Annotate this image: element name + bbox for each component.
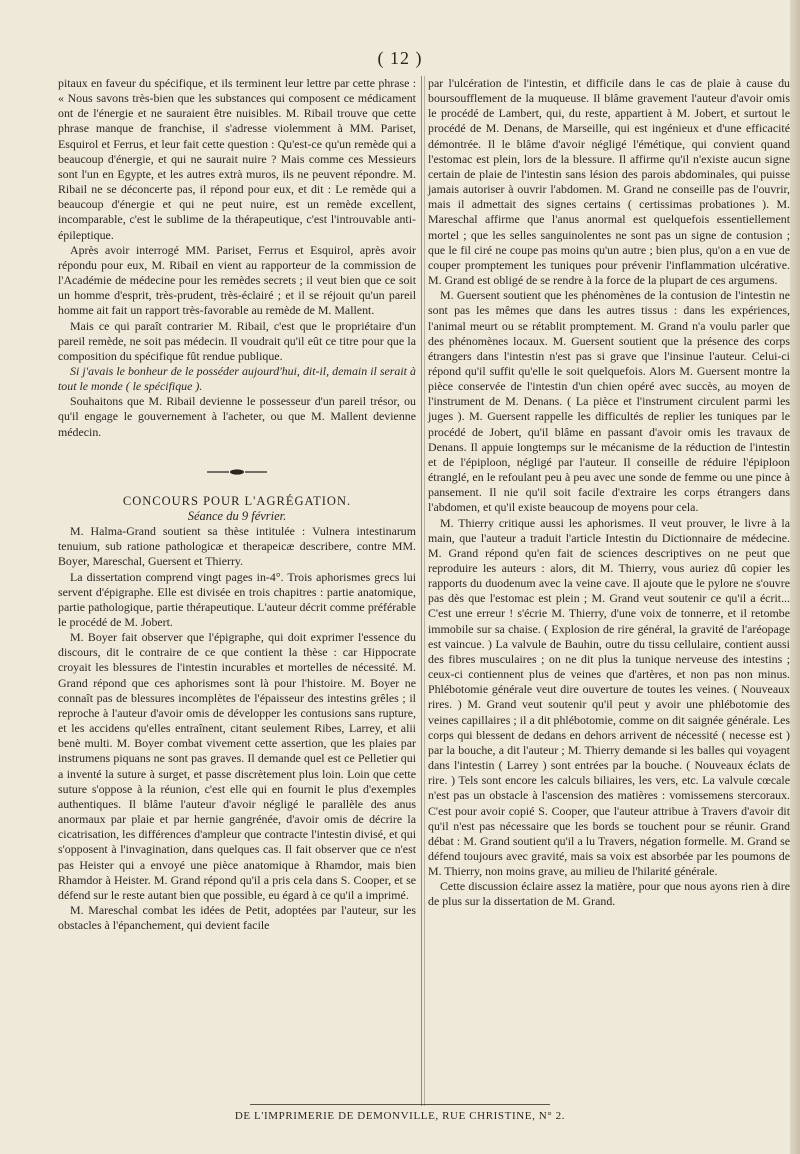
ornament-divider [207, 468, 267, 476]
left-paragraph-5: Souhaitons que M. Ribail devienne le possesseur d'un pareil trésor, ou qu'il engage le gouvernement à l'acheter, ou que M. Mallent devienne médecin. [58, 394, 416, 439]
column-divider [421, 76, 422, 1106]
section-title: CONCOURS POUR L'AGRÉGATION. [122, 493, 352, 508]
section-paragraph-3: M. Boyer fait observer que l'épigraphe, qui doit exprimer l'essence du discours, dit le contraire de ce que contient la thèse : car Hippocrate croyait les blessures de l'intestin incurables et mortelles de nécessité. M. Grand répond que ces aphorismes sont là pour l'histoire. M. Boyer ne connaît pas de blessures incomplètes de l'épaisseur des intestins grêles ; il reproche à l'auteur d'avoir omis de développer les contusions sans rupture, et les accidens qu'elles entraînent, citant seulement Ribes, Larrey, et alii benè multi. M. Boyer combat vivement cette assertion, que les plaies par instrumens piquans ne sont pas graves. Il demande quel est ce Pelletier qui a inventé la suture à surget, et passe discrètement plus loin. Loin que cette suture s'oppose à la réunion, c'est elle qui en fournit le plus d'exemples authentiques. Il blâme l'auteur d'avoir négligé le parallèle des anus anormaux par plaie et par hernie gangrénée, d'avoir omis de décrire la cicatrisation, les différences d'ampleur que contracte l'intestin divisé, et qui s'opposent à l'invagination, dans quelques cas. Il fait observer que ce n'est pas Heister qui a envoyé une pièce anatomique à Rhamdor, mais bien Rhamdor à Heister. M. Grand répond qu'il a pris cela dans S. Cooper, et se défend sur le reste autant bien que possible, eu égard à ce qu'il a imprimé. [58, 630, 416, 902]
footer-rule [250, 1104, 550, 1105]
page-number: ( 12 ) [377, 48, 423, 68]
left-paragraph-4: Si j'avais le bonheur de le posséder aujourd'hui, dit-il, demain il serait à tout le monde ( le spécifique ). [58, 363, 416, 394]
left-paragraph-1: pitaux en faveur du spécifique, et ils terminent leur lettre par cette phrase : « Nous savons très-bien que les substances qui composent ce médicament ont de l'énergie et ne sauraient être nuisibles. M. Ribail trouve que cette phrase manque de franchise, il s'adresse violemment à MM. Pariset, Esquirol et Ferrus, et leur fait cette question : Qu'est-ce qu'un remède qui a beaucoup d'énergie, et qui ne saurait nuire ? Mais comme ces Messieurs sont l'un en Egypte, et les autres extrà muros, ils ne peuvent répondre. M. Ribail ne se déconcerte pas, il répond pour eux, et dit : Le remède qui a beaucoup d'énergie et qui ne peut nuire, est un remède excellent, incomparable, c'est le sublime de la thérapeutique, c'est l'introuvable anti-épileptique. [58, 76, 416, 242]
page-edge [790, 0, 800, 1154]
section-paragraph-2: La dissertation comprend vingt pages in-4°. Trois aphorismes grecs lui servent d'épigraphe. Elle est divisée en trois chapitres : partie anatomique, partie pathologique, partie thérapeutique. L'auteur décrit comme préférable le procédé de M. Jobert. [58, 569, 416, 629]
left-column [58, 76, 416, 933]
right-column [428, 76, 790, 910]
section-paragraph-1: M. Halma-Grand soutient sa thèse intitulée : Vulnera intestinarum tenuium, sub ratione pathologicæ et therapeicæ describere, contre MM. Boyer, Mareschal, Guersent et Thierry. [58, 524, 416, 569]
left-paragraph-2: Après avoir interrogé MM. Pariset, Ferrus et Esquirol, après avoir répondu pour eux, M. Ribail en vient au rapporteur de la commission de l'Académie de médecine pour les remèdes secrets ; il veut bien que ce soit un homme d'esprit, très-prudent, très-éclairé ; et il se réjouit qu'un pareil homme ait fait un rapport très-favorable au remède de M. Mallent. [58, 242, 416, 318]
section-paragraph-4: M. Mareschal combat les idées de Petit, adoptées par l'auteur, sur les obstacles à l'épanchement, qui devient facile [58, 902, 416, 933]
right-paragraph-3: M. Thierry critique aussi les aphorismes. Il veut prouver, le livre à la main, que l'auteur a traduit l'article Intestin du Dictionnaire de médecine. M. Grand répond qu'en fait de sciences descriptives on ne peut que reproduire les auteurs : alors, dit M. Thierry, vous auriez dû copier les rapports du duodenum avec la veine cave. Il ajoute que le pylore ne s'ouvre pas dès que l'estomac est plein ; M. Grand veut soutenir ce qu'il a écrit... C'est une erreur ! s'écrie M. Thierry, d'une voix de tonnerre, et il retombe immobile sur sa chaise. ( Explosion de rire général, la gravité de l'aréopage est vaincue. ) La valvule de Bauhin, outre du tissu cellulaire, contient aussi des fibres musculaires ; on ne dit plus la tunique nerveuse des intestins ; ceux-ci contiennent plus de veines que d'artères, et non pas non minus. Phlébotomie générale veut dire ouverture de toutes les veines. ( Nouveaux rires. ) M. Grand veut soutenir qu'il peut y avoir une phlébotomie des veines capillaires ; il a dit phlébotomie, comme on dit saignée générale. Les corps qui blessent de dedans en dehors arrivent de nécessité ( necesse est ) par la bouche, a dit l'auteur ; M. Thierry demande si les balles qui voyagent dans l'intestin ( Larrey ) sont entrées par la bouche. ( Nouveaux éclats de rire. ) Tels sont encore les calculs biliaires, les vers, etc. La valvule cœcale n'est pas un obstacle à l'ascension des matières : vomissemens stercoraux. C'est pour avoir copié S. Cooper, que l'auteur attribue à Travers d'avoir dit qu'il n'est pas nécessaire que les bords se touchent pour se réunir. Grand débat : M. Grand soutient qu'il a lu Travers, négation formelle. M. Grand se défend toujours avec gravité, mais sa voix est absorbée par les poumons de M. Thierry, non moins grave, au milieu de l'hilarité générale. [428, 515, 790, 879]
right-paragraph-1: par l'ulcération de l'intestin, et difficile dans le cas de plaie à cause du boursoufflement de la muqueuse. Il blâme gravement l'auteur d'avoir omis le procédé de Lambert, qui, du reste, appartient à M. Jobert, et surtout le procédé de M. Denans, de Marseille, qui est ingénieux et d'une efficacité démontrée. Il le blâme d'avoir négligé l'émétique, qui convient quand l'estomac est plein, lors de la blessure. Il affirme qu'il n'existe aucun signe certain de plaie de l'intestin sans lésion des parois abdominales, qui puisse jamais autoriser à ouvrir l'abdomen. M. Grand ne conseille pas de l'ouvrir, mais il admettait des signes certains ( certissimas probationes ). M. Mareschal affirme que l'anus anormal est quelquefois essentiellement mortel ; que les selles sanguinolentes ne sont pas un signe de contusion ; que le fil ciré ne coupe pas moins qu'un autre ; bien plus, qu'on a en vue de couper promptement les tuniques pour prévenir l'inflammation ulcérative. M. Grand est obligé de se rendre à la force de la plupart de ces argumens. [428, 76, 790, 288]
right-paragraph-4: Cette discussion éclaire assez la matière, pour que nous ayons rien à dire de plus sur la dissertation de M. Grand. [428, 879, 790, 909]
left-paragraph-3: Mais ce qui paraît contrarier M. Ribail, c'est que le propriétaire d'un pareil remède, ne soit pas médecin. Il voudrait qu'il eût ce titre pour que la composition du spécifique fût rendue publique. [58, 318, 416, 363]
printer-footer: DE L'IMPRIMERIE DE DEMONVILLE, RUE CHRISTINE, N° 2. [234, 1110, 566, 1122]
right-paragraph-2: M. Guersent soutient que les phénomènes de la contusion de l'intestin ne sont pas les mêmes que dans les autres tissus : dans les expériences, l'animal meurt ou se rétablit promptement. M. Grand n'a voulu parler que des phénomènes locaux. M. Guersent soutient que la présence des corps étrangers dans l'intestin n'est pas si grave que l'insinue l'auteur. Celui-ci répond qu'il suffit qu'elle le soit quelquefois. Alors M. Guersent montre la pièce conservée de l'intestin d'un chien opéré avec succès, au moyen de l'instrument de M. Denans. ( La pièce et l'instrument circulent parmi les juges ). M. Guersent rappelle les difficultés de replier les tuniques par le procédé de Jobert, qu'il blâme en passant d'avoir omis les travaux de Denans. Il appuie longtemps sur le mécanisme de la réduction de l'intestin et de l'épiploon, négligé par l'auteur. Il conseille de réduire l'épiploon étranglé, en le refoulant peu à peu avec une sonde de femme ou une pince à pansement. Il nie qu'il soit facile d'extraire les corps étrangers dans l'abdomen, et qu'il existe beaucoup de moyens pour cela. [428, 288, 790, 515]
section-date: Séance du 9 février. [187, 508, 287, 523]
